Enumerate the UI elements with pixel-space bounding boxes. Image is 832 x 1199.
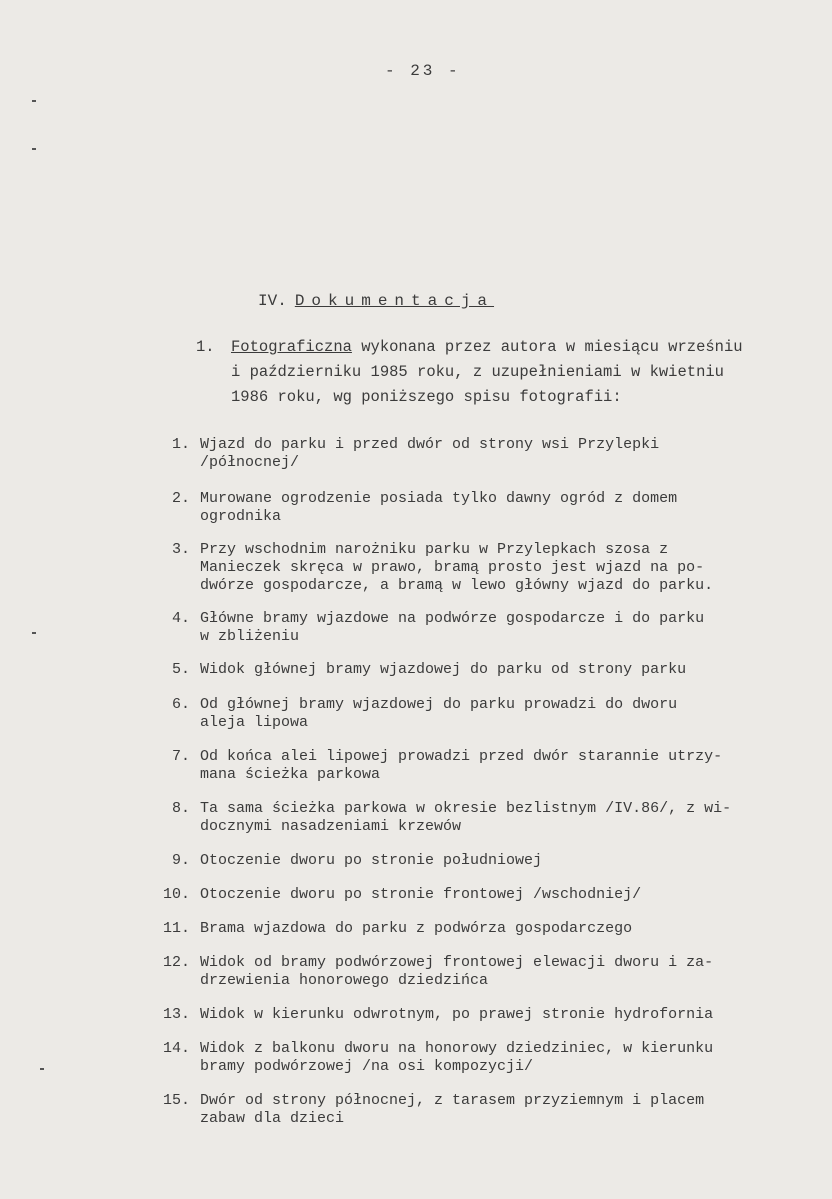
item-number: 7. xyxy=(171,748,190,765)
item-number: 15. xyxy=(162,1092,190,1109)
section-roman-numeral: IV. xyxy=(258,292,287,310)
punch-mark xyxy=(32,100,36,102)
item-text: Widok w kierunku odwrotnym, po prawej stronie hydrofornia xyxy=(200,1006,714,1023)
item-number: 2. xyxy=(171,490,190,507)
item-number: 6. xyxy=(171,696,190,713)
intro-line1: wykonana przez autora w miesiącu wrześniu xyxy=(351,338,743,356)
item-text: Widok z balkonu dworu na honorowy dziedziniec, w kierunku bramy podwórzowej /na osi kompozycji/ xyxy=(200,1040,714,1075)
item-number: 8. xyxy=(171,800,190,817)
item-text: Przy wschodnim narożniku parku w Przylepkach szosa z Manieczek skręca w prawo, bramą prosto jest wjazd na po- dwórze gospodarcze, a bramą w lewo główny wjazd do parku. xyxy=(200,541,714,594)
punch-mark xyxy=(40,1068,44,1070)
intro-line2: i październiku 1985 roku, z uzupełnieniami w kwietniu xyxy=(231,363,724,381)
item-number: 12. xyxy=(162,954,190,971)
intro-line3: 1986 roku, wg poniższego spisu fotografii: xyxy=(231,388,622,406)
item-number: 3. xyxy=(171,541,190,558)
item-number: 5. xyxy=(171,661,190,678)
section-title: Dokumentacja xyxy=(294,292,495,310)
item-number: 9. xyxy=(171,852,190,869)
item-number: 11. xyxy=(162,920,190,937)
item-number: 1. xyxy=(171,436,190,453)
intro-paragraph xyxy=(196,335,816,410)
item-text: Murowane ogrodzenie posiada tylko dawny ogród z domem ogrodnika xyxy=(200,490,678,525)
item-text: Od końca alei lipowej prowadzi przed dwór starannie utrzy- mana ścieżka parkowa xyxy=(200,748,723,783)
item-number: 4. xyxy=(171,610,190,627)
page-number: - 23 - xyxy=(385,62,461,80)
item-number: 10. xyxy=(162,886,190,903)
item-text: Od głównej bramy wjazdowej do parku prowadzi do dworu aleja lipowa xyxy=(200,696,678,731)
intro-underlined-word: Fotograficzna xyxy=(231,338,352,356)
item-text: Główne bramy wjazdowe na podwórze gospodarcze i do parku w zbliżeniu xyxy=(200,610,705,645)
item-text: Widok głównej bramy wjazdowej do parku od strony parku xyxy=(200,661,687,678)
item-text: Ta sama ścieżka parkowa w okresie bezlistnym /IV.86/, z wi- docznymi nasadzeniami krzewów xyxy=(200,800,732,835)
item-text: Otoczenie dworu po stronie frontowej /wschodniej/ xyxy=(200,886,642,903)
item-text: Widok od bramy podwórzowej frontowej elewacji dworu i za- drzewienia honorowego dziedzińca xyxy=(200,954,714,989)
punch-mark xyxy=(32,632,36,634)
punch-mark xyxy=(32,148,36,150)
item-number: 14. xyxy=(162,1040,190,1057)
item-text: Dwór od strony północnej, z tarasem przyziemnym i placem zabaw dla dzieci xyxy=(200,1092,705,1127)
item-text: Brama wjazdowa do parku z podwórza gospodarczego xyxy=(200,920,633,937)
section-heading xyxy=(258,292,494,310)
item-number: 13. xyxy=(162,1006,190,1023)
item-text: Wjazd do parku i przed dwór od strony wsi Przylepki /północnej/ xyxy=(200,436,660,471)
item-text: Otoczenie dworu po stronie południowej xyxy=(200,852,543,869)
intro-number: 1. xyxy=(196,338,215,356)
